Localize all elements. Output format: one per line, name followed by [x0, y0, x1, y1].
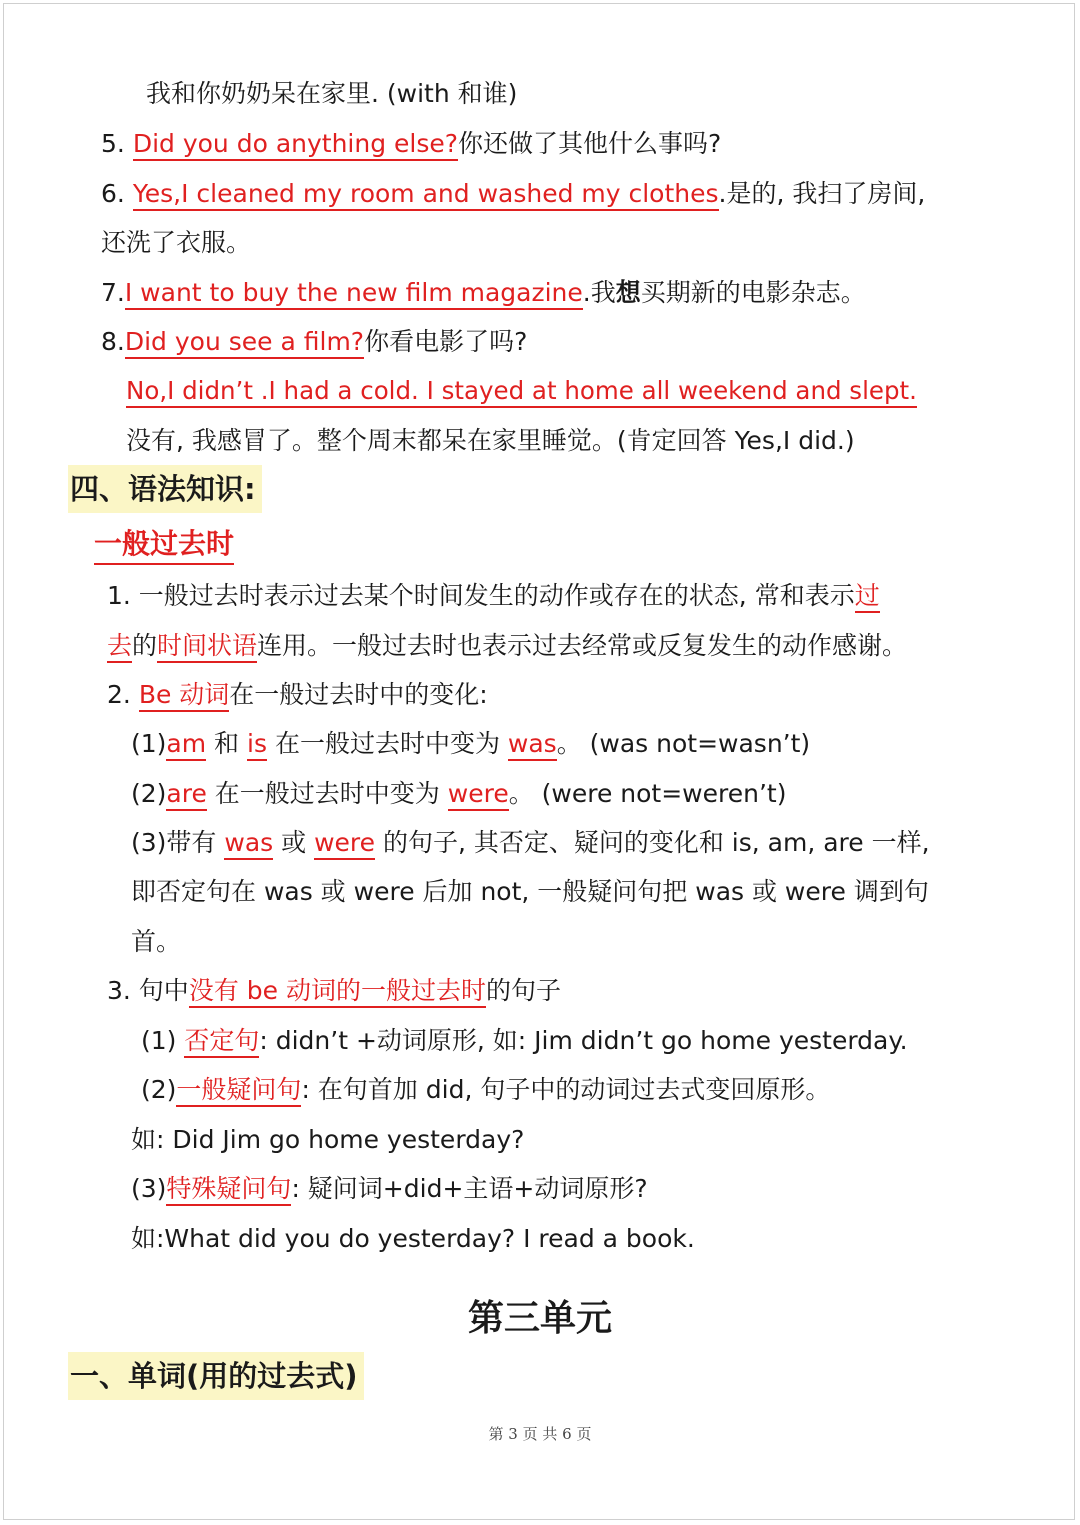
sentence-6-continued: 还洗了衣服。 — [101, 228, 252, 257]
grammar-point-2-3-end: 首。 — [131, 927, 182, 956]
sentence-5: 5. Did you do anything else?你还做了其他什么事吗? — [101, 127, 721, 161]
page-footer: 第 3 页 共 6 页 — [488, 1425, 592, 1443]
sentence-line: 我和你奶奶呆在家里. (with 和谁) — [146, 79, 518, 108]
example-3-3: 如:What did you do yesterday? I read a book. — [131, 1224, 695, 1253]
grammar-point-3-3: (3)特殊疑问句: 疑问词+did+主语+动词原形? — [131, 1172, 648, 1206]
example-3-2: 如: Did Jim go home yesterday? — [131, 1125, 525, 1154]
grammar-point-2-1: (1)am 和 is 在一般过去时中变为 was。 (was not=wasn’t) — [131, 727, 810, 761]
sentence-8: 8.Did you see a film?你看电影了吗? — [101, 325, 527, 359]
grammar-point-2-2: (2)are 在一般过去时中变为 were。 (were not=weren’t) — [131, 777, 786, 811]
grammar-point-3: 3. 句中没有 be 动词的一般过去时的句子 — [107, 974, 561, 1008]
grammar-point-2-3-continued: 即否定句在 was 或 were 后加 not, 一般疑问句把 was 或 were 调到句 — [131, 877, 929, 906]
grammar-point-2-3: (3)带有 was 或 were 的句子, 其否定、疑问的变化和 is, am, are 一样, — [131, 826, 930, 860]
grammar-point-1: 1. 一般过去时表示过去某个时间发生的动作或存在的状态, 常和表示过 — [107, 579, 880, 613]
subheading-simple-past: 一般过去时 — [94, 525, 234, 565]
sentence-8-answer: No,I didn’t .I had a cold. I stayed at home all weekend and slept. — [126, 374, 917, 408]
grammar-point-2: 2. Be 动词在一般过去时中的变化: — [107, 678, 488, 712]
section-heading-words: 一、单词(用的过去式) — [68, 1352, 364, 1400]
sentence-7: 7.I want to buy the new film magazine.我想买期新的电影杂志。 — [101, 276, 866, 310]
grammar-point-3-2: (2)一般疑问句: 在句首加 did, 句子中的动词过去式变回原形。 — [141, 1073, 830, 1107]
section-heading-grammar: 四、语法知识: — [68, 465, 262, 513]
grammar-point-3-1: (1) 否定句: didn’t +动词原形, 如: Jim didn’t go home yesterday. — [141, 1024, 908, 1058]
unit-title: 第三单元 — [467, 1298, 612, 1339]
sentence-8-translation: 没有, 我感冒了。整个周末都呆在家里睡觉。(肯定回答 Yes,I did.) — [126, 426, 855, 455]
grammar-point-1-continued: 去的时间状语连用。一般过去时也表示过去经常或反复发生的动作感谢。 — [107, 629, 907, 663]
sentence-6: 6. Yes,I cleaned my room and washed my clothes.是的, 我扫了房间, — [101, 177, 925, 211]
